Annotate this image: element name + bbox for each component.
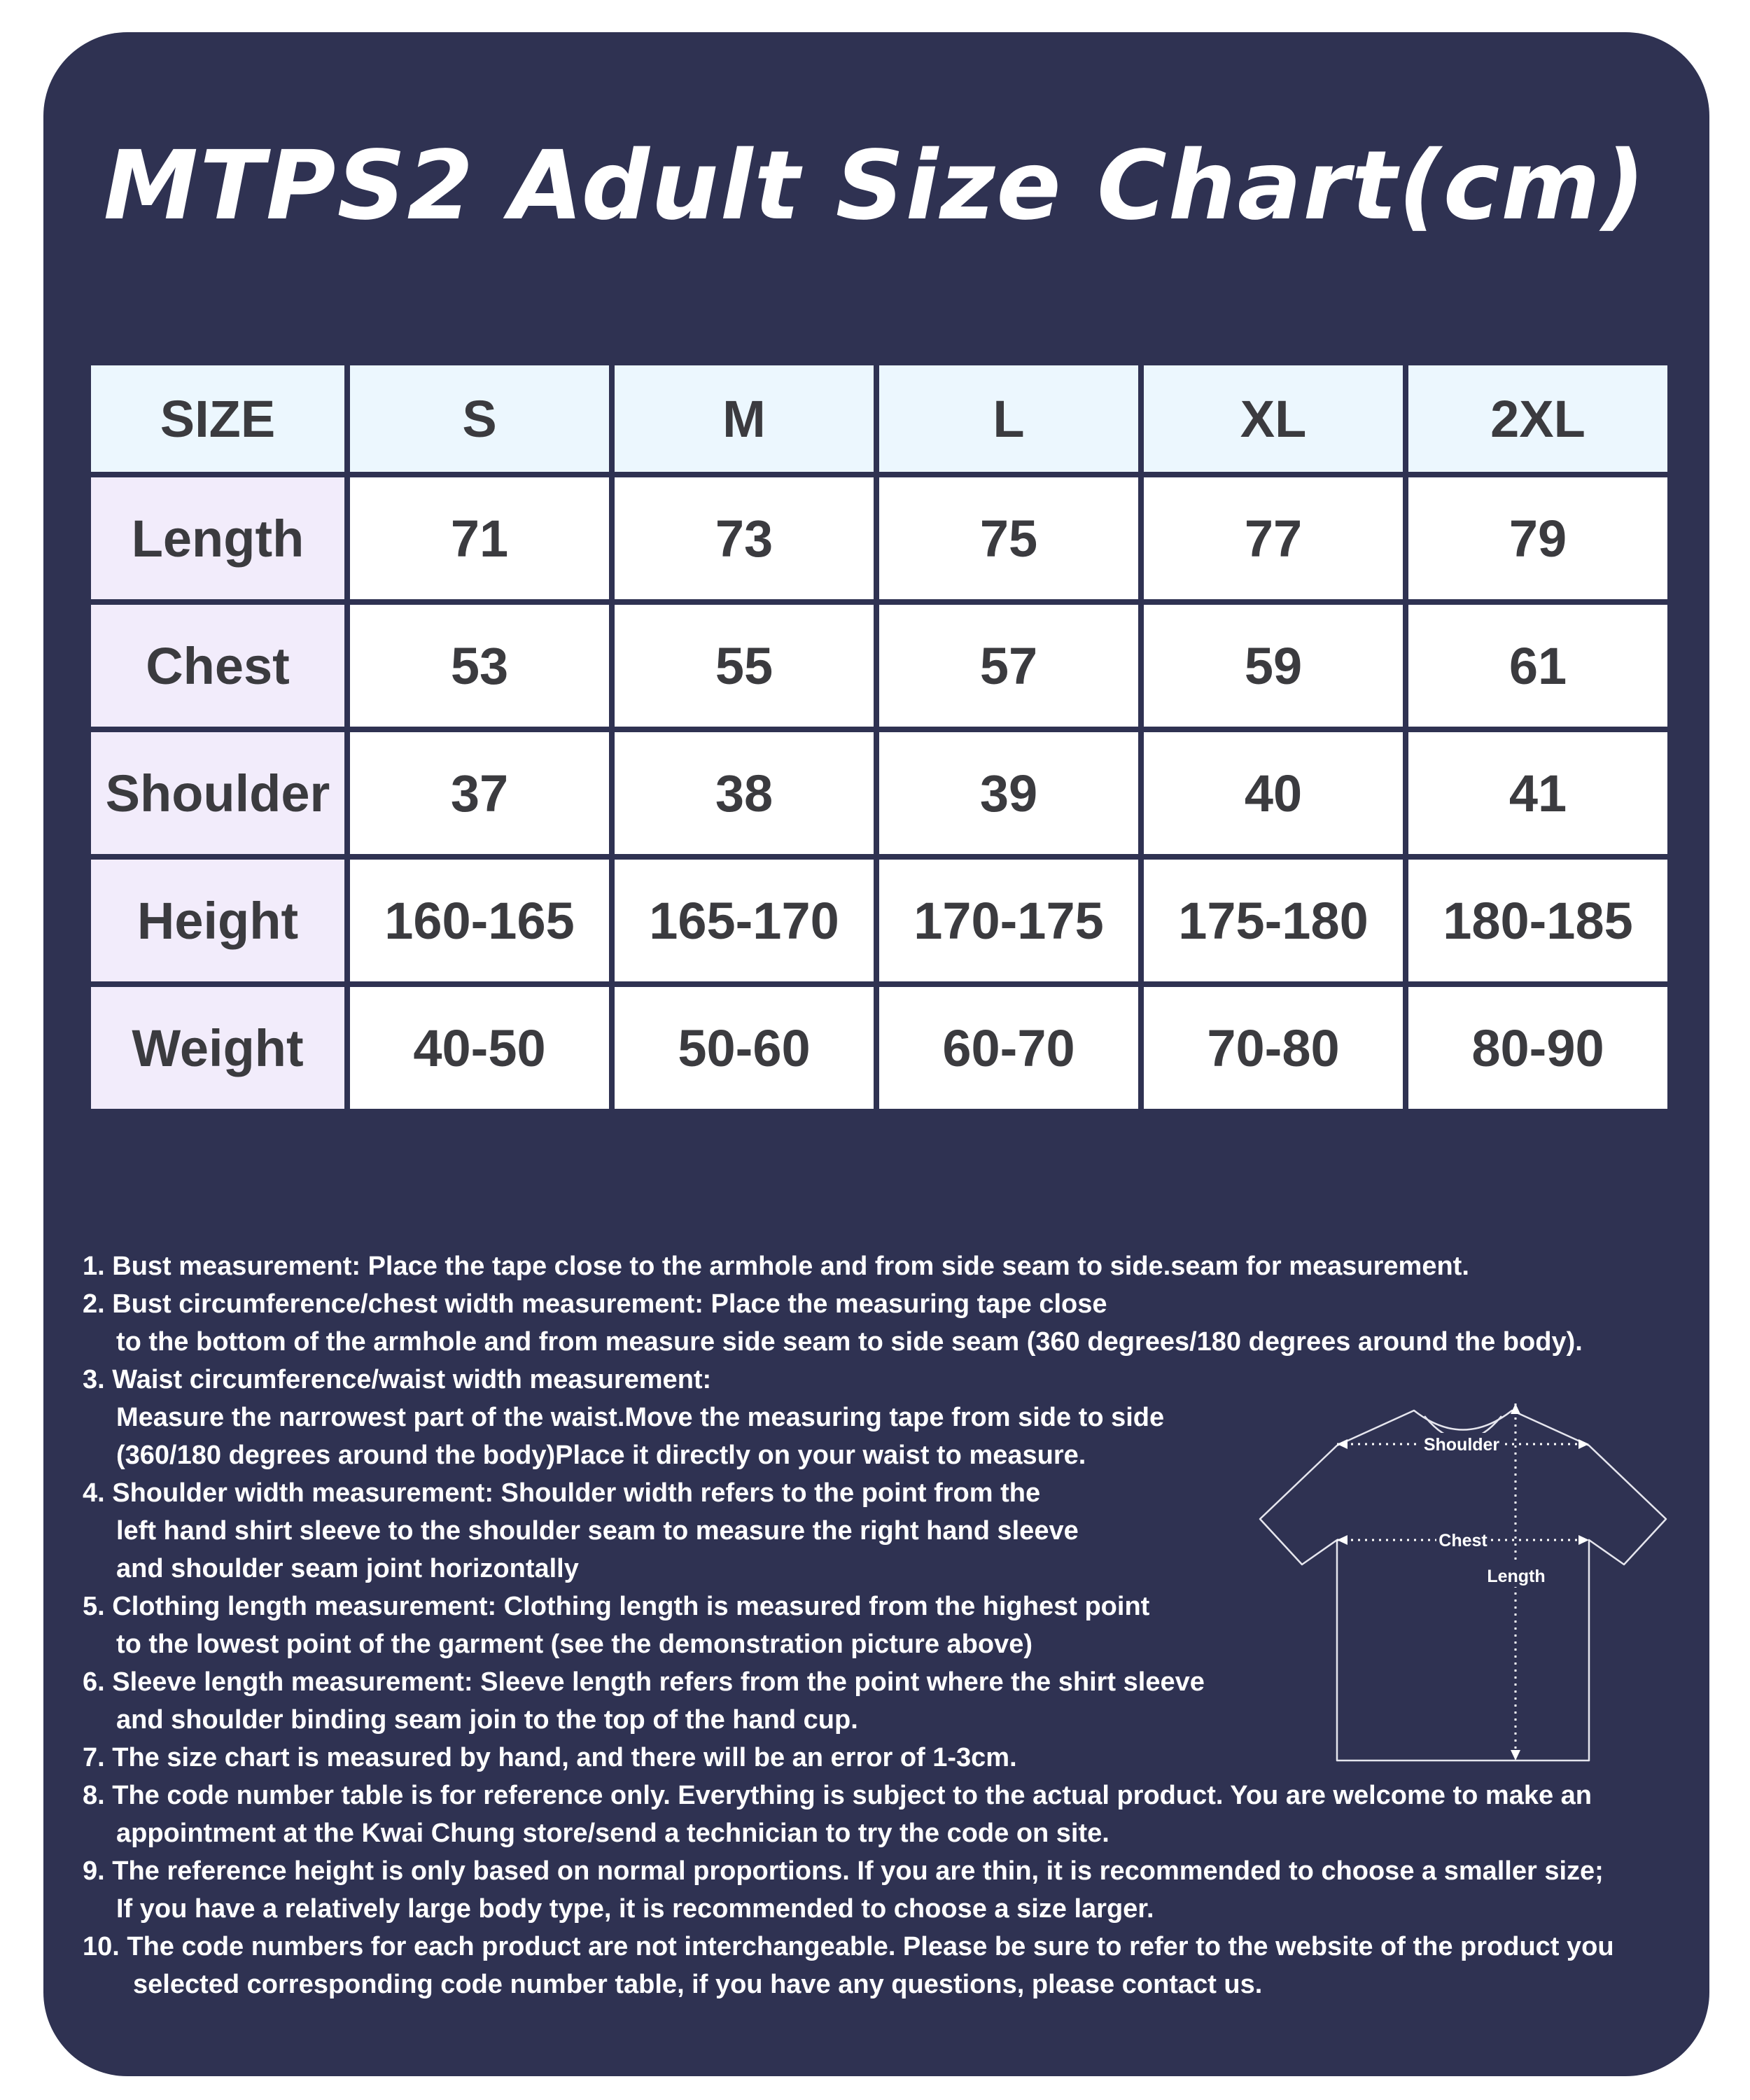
table-header-size: SIZE xyxy=(91,365,344,472)
note-line: If you have a relatively large body type, it is recommended to choose a size larger. xyxy=(116,1894,1154,1924)
table-cell: 73 xyxy=(615,477,874,599)
table-cell: 160-165 xyxy=(350,860,609,981)
note-line: appointment at the Kwai Chung store/send a technician to try the code on site. xyxy=(116,1819,1110,1848)
table-cell: 55 xyxy=(615,605,874,727)
note-line: to the bottom of the armhole and from measure side seam to side seam (360 degrees/180 degrees around the body). xyxy=(116,1327,1583,1357)
note-line: (360/180 degrees around the body)Place it directly on your waist to measure. xyxy=(116,1441,1086,1470)
note-line: left hand shirt sleeve to the shoulder seam to measure the right hand sleeve xyxy=(116,1516,1079,1546)
table-header-m: M xyxy=(615,365,874,472)
chest-label: Chest xyxy=(1438,1531,1488,1550)
table-cell: 180-185 xyxy=(1408,860,1667,981)
note-line: 2. Bust circumference/chest width measurement: Place the measuring tape close xyxy=(83,1289,1107,1319)
table-cell: 53 xyxy=(350,605,609,727)
note-line: 3. Waist circumference/waist width measurement: xyxy=(83,1365,712,1394)
tshirt-icon xyxy=(1246,1382,1680,1774)
table-cell: 175-180 xyxy=(1144,860,1403,981)
note-line: Measure the narrowest part of the waist.Move the measuring tape from side to side xyxy=(116,1403,1165,1432)
note-line: to the lowest point of the garment (see the demonstration picture above) xyxy=(116,1630,1033,1659)
table-cell: 77 xyxy=(1144,477,1403,599)
shoulder-label: Shoulder xyxy=(1423,1435,1500,1455)
table-cell: 38 xyxy=(615,732,874,854)
table-cell: 40-50 xyxy=(350,987,609,1109)
table-header-xl: XL xyxy=(1144,365,1403,472)
length-label: Length xyxy=(1487,1567,1546,1586)
note-line: and shoulder binding seam join to the top of the hand cup. xyxy=(116,1705,858,1735)
table-cell: 59 xyxy=(1144,605,1403,727)
row-label-height: Height xyxy=(91,860,344,981)
table-cell: 60-70 xyxy=(879,987,1138,1109)
table-header-s: S xyxy=(350,365,609,472)
table-cell: 50-60 xyxy=(615,987,874,1109)
note-line: 9. The reference height is only based on normal proportions. If you are thin, it is recommended to choose a smaller size; xyxy=(83,1856,1604,1886)
tshirt-measurement-diagram xyxy=(1246,1382,1680,1774)
row-label-chest: Chest xyxy=(91,605,344,727)
row-label-shoulder: Shoulder xyxy=(91,732,344,854)
table-cell: 80-90 xyxy=(1408,987,1667,1109)
table-header-2xl: 2XL xyxy=(1408,365,1667,472)
table-cell: 70-80 xyxy=(1144,987,1403,1109)
table-header-l: L xyxy=(879,365,1138,472)
table-cell: 165-170 xyxy=(615,860,874,981)
table-cell: 79 xyxy=(1408,477,1667,599)
row-label-weight: Weight xyxy=(91,987,344,1109)
note-line: selected corresponding code number table, if you have any questions, please contact us. xyxy=(133,1970,1263,1999)
table-cell: 41 xyxy=(1408,732,1667,854)
table-cell: 40 xyxy=(1144,732,1403,854)
table-cell: 170-175 xyxy=(879,860,1138,981)
row-label-length: Length xyxy=(91,477,344,599)
size-table xyxy=(91,365,1665,1121)
note-line: 5. Clothing length measurement: Clothing length is measured from the highest point xyxy=(83,1592,1150,1621)
table-cell: 61 xyxy=(1408,605,1667,727)
note-line: 6. Sleeve length measurement: Sleeve length refers from the point where the shirt sleeve xyxy=(83,1667,1205,1697)
note-line: and shoulder seam joint horizontally xyxy=(116,1554,579,1583)
note-line: 7. The size chart is measured by hand, and there will be an error of 1-3cm. xyxy=(83,1743,1017,1772)
note-line: 4. Shoulder width measurement: Shoulder width refers to the point from the xyxy=(83,1478,1041,1508)
table-cell: 57 xyxy=(879,605,1138,727)
table-cell: 71 xyxy=(350,477,609,599)
table-cell: 75 xyxy=(879,477,1138,599)
page-title: MTPS2 Adult Size Chart(cm) xyxy=(103,131,1647,241)
note-line: 1. Bust measurement: Place the tape close to the armhole and from side seam to side.seam for measurement. xyxy=(83,1252,1469,1281)
table-cell: 37 xyxy=(350,732,609,854)
note-line: 10. The code numbers for each product are not interchangeable. Please be sure to refer to the website of the product you xyxy=(83,1932,1614,1961)
note-line: 8. The code number table is for reference only. Everything is subject to the actual product. You are welcome to make an xyxy=(83,1781,1592,1810)
table-cell: 39 xyxy=(879,732,1138,854)
